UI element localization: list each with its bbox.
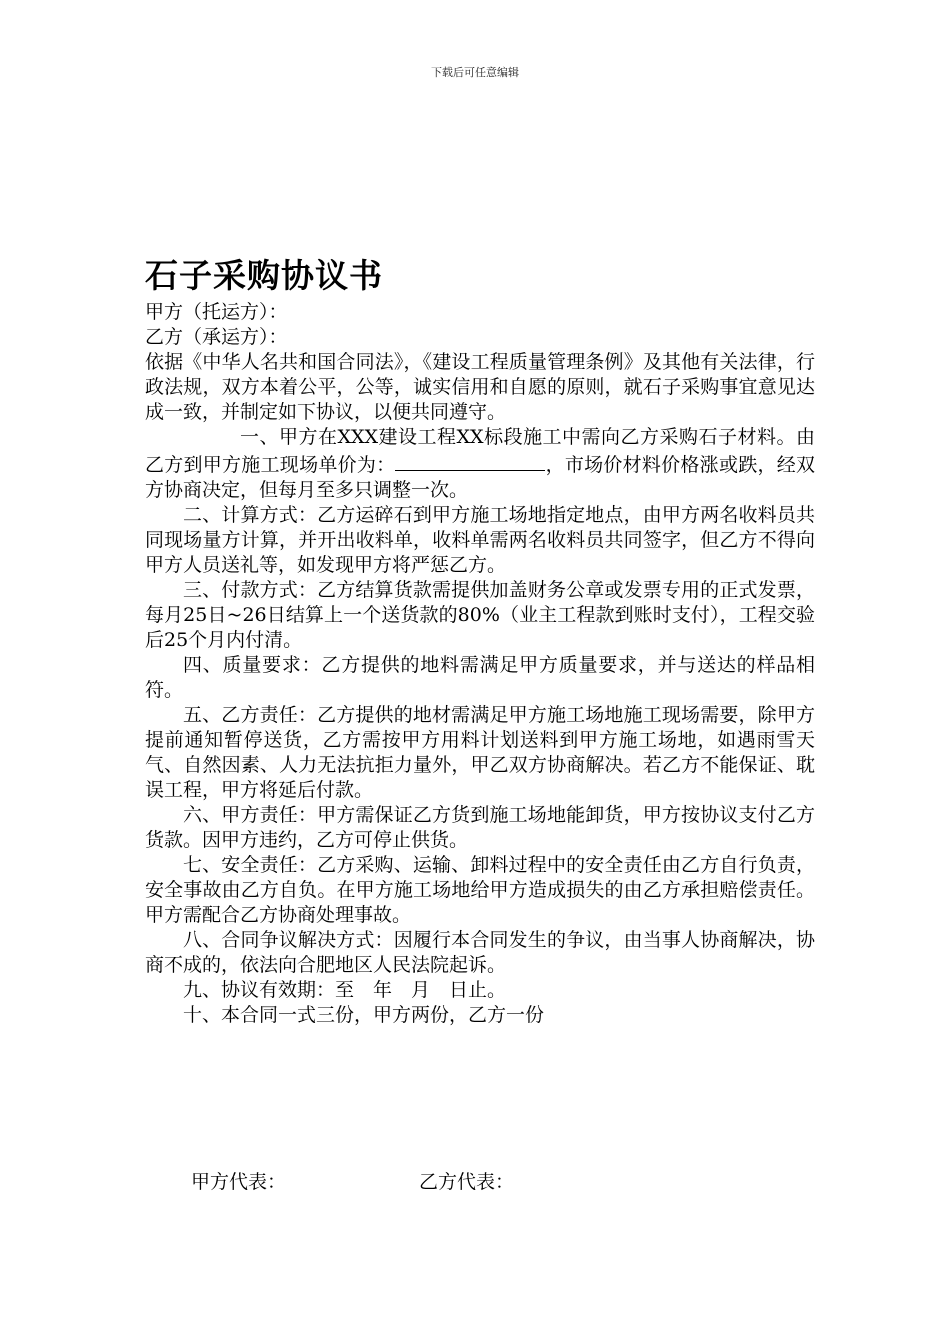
party-b-signature-label: 乙方代表： [419,1171,515,1193]
unit-price-blank [395,450,545,471]
party-a-line: 甲方（托运方）： [145,301,288,323]
clause-9-paragraph: 九、协议有效期：至 年 月 日止。 [183,979,507,1001]
party-b-line: 乙方（承运方）： [145,326,288,348]
clause-2-paragraph: 二、计算方式：乙方运碎石到甲方施工场地指定地点，由甲方两名收料员共同现场量方计算，并开出收料单，收料单需两名收料员共同签字，但乙方不得向甲方人员送礼等，如发现甲方将严惩乙方。 [145,504,815,576]
preamble-paragraph: 依据《中华人名共和国合同法》，《建设工程质量管理条例》及其他有关法律，行政法规，双方本着公平，公等，诚实信用和自愿的原则，就石子采购事宜意见达成一致，并制定如下协议，以便共同遵守。 [145,351,815,423]
page-header-note: 下载后可任意编辑 [431,66,519,79]
contract-body [145,254,815,1028]
clause-6-paragraph: 六、甲方责任：甲方需保证乙方货到施工场地能卸货，甲方按协议支付乙方货款。因甲方违约，乙方可停止供货。 [145,804,815,851]
clause-4-paragraph: 四、质量要求：乙方提供的地料需满足甲方质量要求，并与送达的样品相符。 [145,654,815,701]
document-title: 石子采购协议书 [145,256,383,295]
clause-8-paragraph: 八、合同争议解决方式：因履行本合同发生的争议，由当事人协商解决，协商不成的，依法向合肥地区人民法院起诉。 [145,929,815,976]
party-a-signature-label: 甲方代表： [191,1171,287,1193]
clause-7-paragraph: 七、安全责任：乙方采购、运输、卸料过程中的安全责任由乙方自行负责，安全事故由乙方自负。在甲方施工场地给甲方造成损失的由乙方承担赔偿责任。甲方需配合乙方协商处理事故。 [145,854,815,926]
clause-1-paragraph [145,425,815,503]
clause-3-paragraph: 三、付款方式：乙方结算货款需提供加盖财务公章或发票专用的正式发票，每月25日~26日结算上一个送货款的80%（业主工程款到账时支付），工程交验后25个月内付清。 [145,579,815,651]
clause-5-paragraph: 五、乙方责任：乙方提供的地材需满足甲方施工场地施工现场需要，除甲方提前通知暂停送货，乙方需按甲方用料计划送料到甲方施工场地，如遇雨雪天气、自然因素、人力无法抗拒力量外，甲乙双方协商解决。若乙方不能保证、耽误工程，甲方将延后付款。 [145,704,815,801]
clause-1-text-before: 一、甲方在XXX建设工程XX标段施工中需向乙方采购石子材料。由乙方到甲方施工现场单价为： [145,426,815,476]
clause-1-text-after: ，市场价材料价格涨或跌，经双方协商决定，但每月至多只调整一次。 [145,454,815,501]
clause-10-paragraph: 十、本合同一式三份，甲方两份，乙方一份 [183,1004,545,1026]
